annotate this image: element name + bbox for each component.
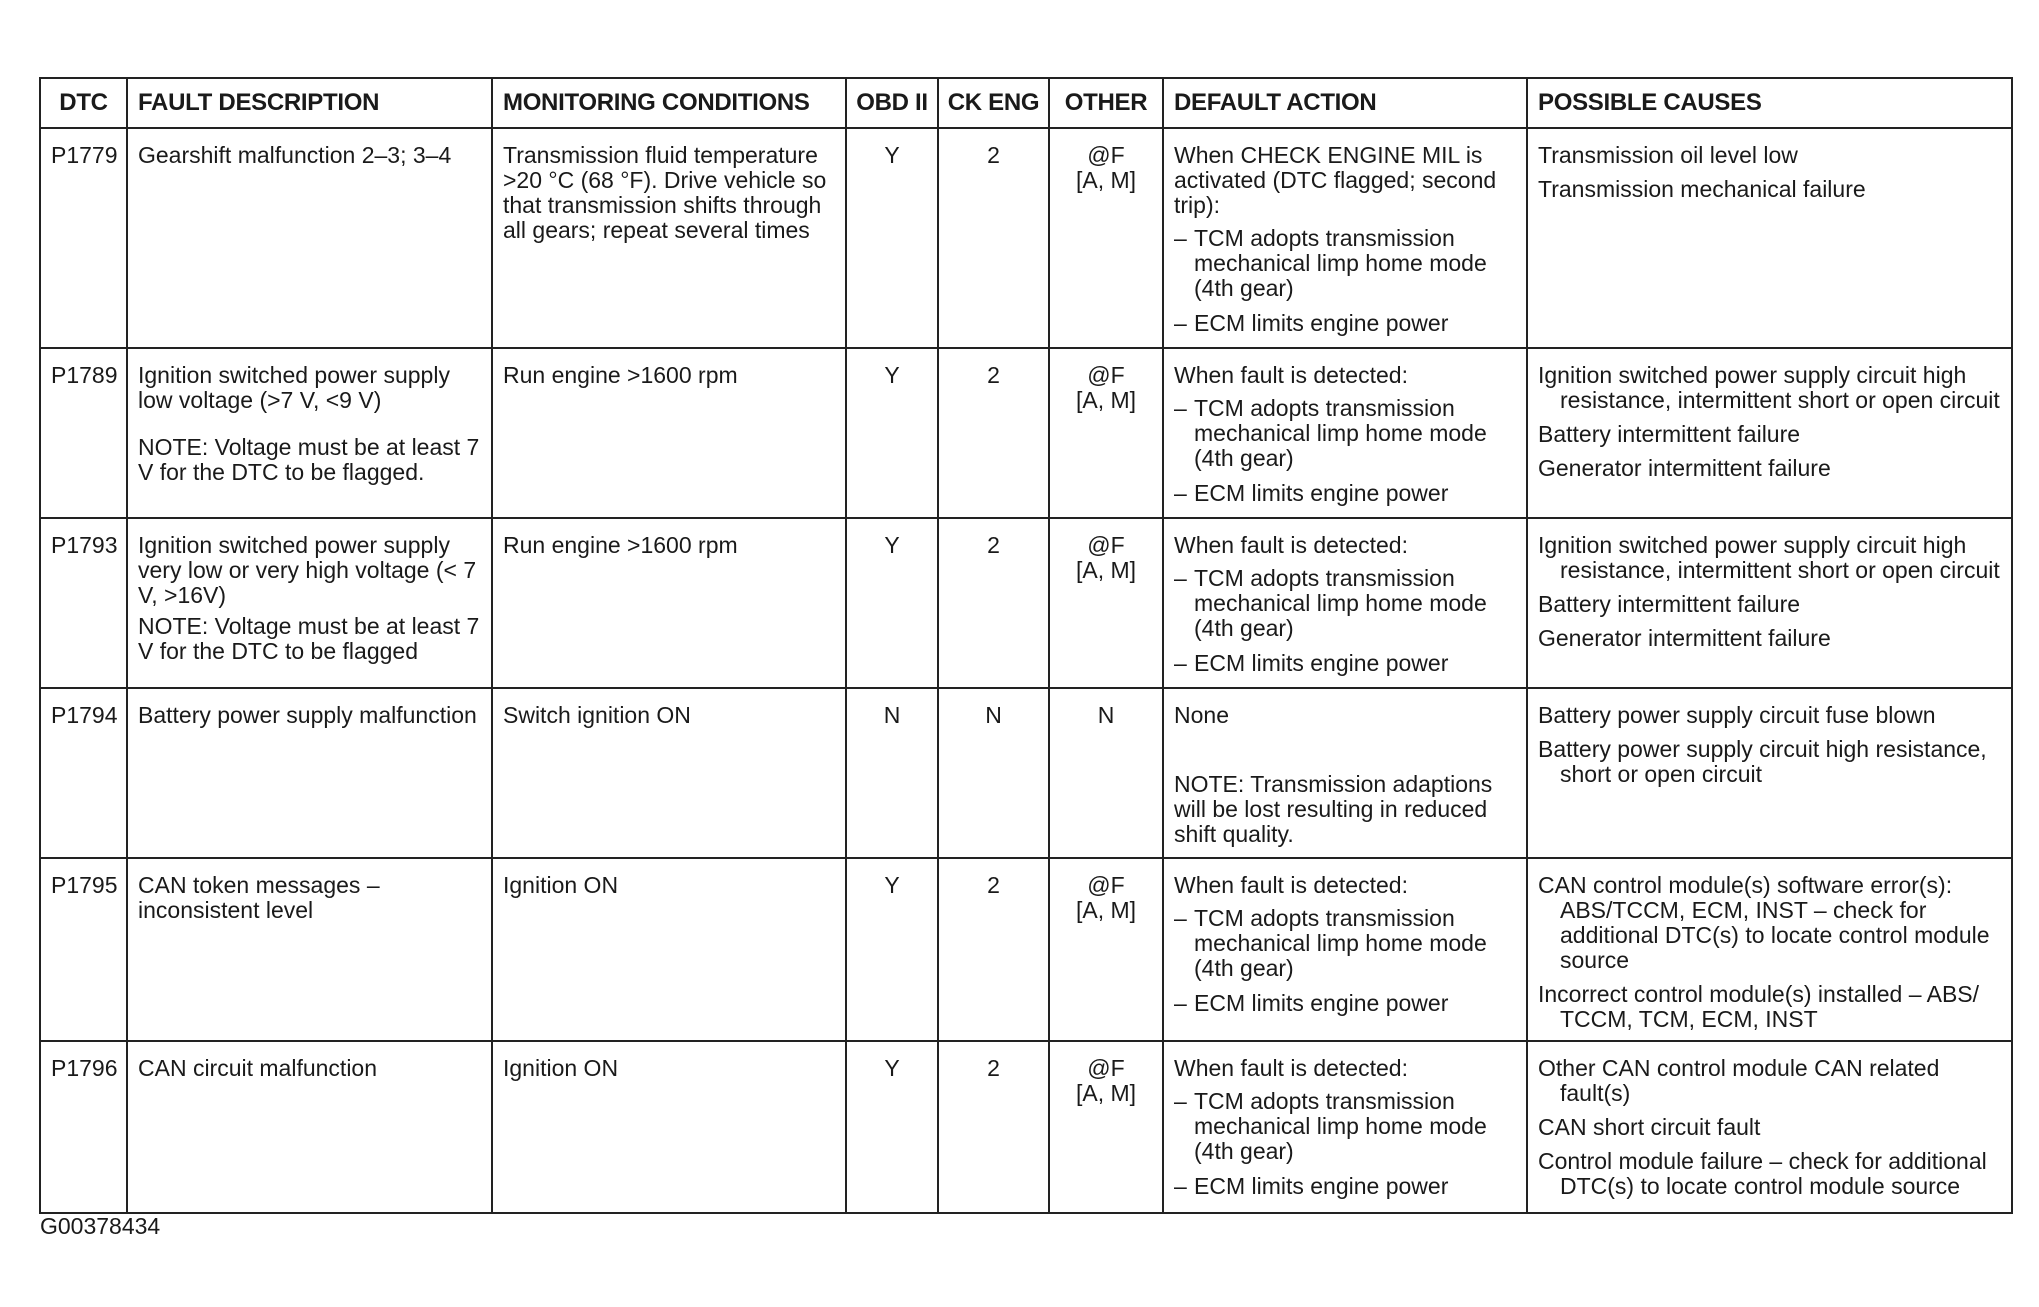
possible-causes	[1527, 1041, 2012, 1213]
fault-description	[127, 128, 492, 348]
other-value	[1049, 1041, 1163, 1213]
monitoring-conditions: Transmission fluid temperature >20 °C (68 °F). Drive vehicle so that transmission shifts through all gears; repeat several times	[492, 128, 846, 348]
col-header-possible-causes: POSSIBLE CAUSES	[1527, 78, 2012, 128]
action-item: – ECM limits engine power	[1174, 651, 1516, 676]
action-item: – ECM limits engine power	[1174, 311, 1516, 336]
cause-item: Battery intermittent failure	[1538, 421, 1801, 447]
fault-description	[127, 518, 492, 688]
cause-item: Battery intermittent failure	[1538, 591, 1801, 617]
action-lead: None	[1174, 702, 1229, 728]
table-row	[40, 518, 2012, 688]
action-note: NOTE: Transmission adaptions will be lost resulting in reduced shift quality.	[1174, 771, 1493, 847]
action-list	[1174, 906, 1516, 1016]
dtc-code: P1793	[40, 518, 127, 688]
action-item: – ECM limits engine power	[1174, 991, 1516, 1016]
action-list	[1174, 396, 1516, 506]
action-item: – TCM adopts transmission mechanical limp home mode (4th gear)	[1174, 1089, 1516, 1164]
obd-ii-value: Y	[846, 858, 938, 1041]
action-lead: When CHECK ENGINE MIL is activated (DTC flagged; second trip):	[1174, 142, 1497, 218]
monitoring-conditions: Run engine >1600 rpm	[492, 348, 846, 518]
fault-text: CAN circuit malfunction	[138, 1055, 378, 1081]
default-action	[1163, 518, 1527, 688]
action-lead: When fault is detected:	[1174, 872, 1408, 898]
fault-description	[127, 858, 492, 1041]
action-item: – ECM limits engine power	[1174, 481, 1516, 506]
fault-description	[127, 348, 492, 518]
ck-eng-value: 2	[938, 1041, 1049, 1213]
cause-item: CAN short circuit fault	[1538, 1114, 1761, 1140]
other-line-1: @F	[1087, 362, 1125, 388]
action-list	[1174, 226, 1516, 336]
action-item: – ECM limits engine power	[1174, 1174, 1516, 1199]
other-line-2: [A, M]	[1075, 387, 1137, 413]
other-value	[1049, 858, 1163, 1041]
monitoring-conditions: Switch ignition ON	[492, 688, 846, 858]
other-line-1: @F	[1087, 872, 1125, 898]
cause-item: CAN control module(s) software error(s): ABS/TCCM, ECM, INST – check for additional DTC(s) to locate control module source	[1538, 872, 1990, 973]
ck-eng-value: 2	[938, 858, 1049, 1041]
default-action	[1163, 688, 1527, 858]
fault-text: Gearshift malfunction 2–3; 3–4	[138, 142, 452, 168]
col-header-other: OTHER	[1049, 78, 1163, 128]
other-line-2: [A, M]	[1075, 897, 1137, 923]
possible-causes	[1527, 858, 2012, 1041]
action-list	[1174, 566, 1516, 676]
cause-item: Generator intermittent failure	[1538, 455, 1831, 481]
other-line-2: [A, M]	[1075, 1080, 1137, 1106]
table-row	[40, 688, 2012, 858]
default-action	[1163, 858, 1527, 1041]
other-line-2: [A, M]	[1075, 167, 1137, 193]
other-line-1: @F	[1087, 142, 1125, 168]
table-row	[40, 128, 2012, 348]
dtc-code: P1796	[40, 1041, 127, 1213]
action-lead: When fault is detected:	[1174, 362, 1408, 388]
other-line-1: @F	[1087, 532, 1125, 558]
default-action	[1163, 348, 1527, 518]
possible-causes	[1527, 688, 2012, 858]
col-header-ck-eng: CK ENG	[938, 78, 1049, 128]
table-row	[40, 1041, 2012, 1213]
other-value	[1049, 348, 1163, 518]
other-line-1: @F	[1087, 1055, 1125, 1081]
cause-item: Incorrect control module(s) installed – ABS/ TCCM, TCM, ECM, INST	[1538, 981, 1980, 1032]
col-header-fault-description: FAULT DESCRIPTION	[127, 78, 492, 128]
monitoring-conditions: Run engine >1600 rpm	[492, 518, 846, 688]
other-line-1: N	[1097, 702, 1115, 728]
dtc-code: P1794	[40, 688, 127, 858]
action-list	[1174, 1089, 1516, 1199]
other-value	[1049, 688, 1163, 858]
dtc-code: P1789	[40, 348, 127, 518]
col-header-obd-ii: OBD II	[846, 78, 938, 128]
fault-text: CAN token messages – inconsistent level	[138, 872, 380, 923]
table-row	[40, 348, 2012, 518]
fault-description	[127, 1041, 492, 1213]
possible-causes	[1527, 348, 2012, 518]
cause-item: Transmission oil level low	[1538, 142, 1798, 168]
default-action	[1163, 128, 1527, 348]
obd-ii-value: Y	[846, 348, 938, 518]
fault-text: Battery power supply malfunction	[138, 702, 477, 728]
other-line-2: [A, M]	[1075, 557, 1137, 583]
ck-eng-value: N	[938, 688, 1049, 858]
cause-item: Battery power supply circuit fuse blown	[1538, 702, 1936, 728]
action-lead: When fault is detected:	[1174, 532, 1408, 558]
action-lead: When fault is detected:	[1174, 1055, 1408, 1081]
fault-text: Ignition switched power supply low voltage (>7 V, <9 V)	[138, 362, 450, 413]
fault-description	[127, 688, 492, 858]
other-value	[1049, 128, 1163, 348]
figure-id: G00378434	[40, 1213, 161, 1239]
dtc-code: P1795	[40, 858, 127, 1041]
cause-item: Ignition switched power supply circuit high resistance, intermittent short or open circuit	[1538, 362, 2000, 413]
action-item: – TCM adopts transmission mechanical limp home mode (4th gear)	[1174, 906, 1516, 981]
cause-item: Other CAN control module CAN related fault(s)	[1538, 1055, 1940, 1106]
action-item: – TCM adopts transmission mechanical limp home mode (4th gear)	[1174, 226, 1516, 301]
dtc-table	[39, 77, 2013, 1214]
table-row	[40, 858, 2012, 1041]
possible-causes	[1527, 128, 2012, 348]
obd-ii-value: Y	[846, 518, 938, 688]
cause-item: Generator intermittent failure	[1538, 625, 1831, 651]
fault-note: NOTE: Voltage must be at least 7 V for the DTC to be flagged.	[138, 434, 480, 485]
ck-eng-value: 2	[938, 348, 1049, 518]
obd-ii-value: Y	[846, 128, 938, 348]
col-header-dtc: DTC	[40, 78, 127, 128]
cause-item: Control module failure – check for additional DTC(s) to locate control module source	[1538, 1148, 1987, 1199]
default-action	[1163, 1041, 1527, 1213]
cause-item: Ignition switched power supply circuit high resistance, intermittent short or open circuit	[1538, 532, 2000, 583]
col-header-monitoring-conditions: MONITORING CONDITIONS	[492, 78, 846, 128]
action-item: – TCM adopts transmission mechanical limp home mode (4th gear)	[1174, 566, 1516, 641]
col-header-default-action: DEFAULT ACTION	[1163, 78, 1527, 128]
cause-item: Battery power supply circuit high resistance, short or open circuit	[1538, 736, 1987, 787]
ck-eng-value: 2	[938, 128, 1049, 348]
cause-item: Transmission mechanical failure	[1538, 176, 1866, 202]
dtc-code: P1779	[40, 128, 127, 348]
obd-ii-value: Y	[846, 1041, 938, 1213]
possible-causes	[1527, 518, 2012, 688]
other-value	[1049, 518, 1163, 688]
action-item: – TCM adopts transmission mechanical limp home mode (4th gear)	[1174, 396, 1516, 471]
obd-ii-value: N	[846, 688, 938, 858]
monitoring-conditions: Ignition ON	[492, 858, 846, 1041]
fault-text: Ignition switched power supply very low or very high voltage (< 7 V, >16V)	[138, 532, 477, 608]
ck-eng-value: 2	[938, 518, 1049, 688]
monitoring-conditions: Ignition ON	[492, 1041, 846, 1213]
header-row	[40, 78, 2012, 128]
fault-note: NOTE: Voltage must be at least 7 V for the DTC to be flagged	[138, 613, 480, 664]
